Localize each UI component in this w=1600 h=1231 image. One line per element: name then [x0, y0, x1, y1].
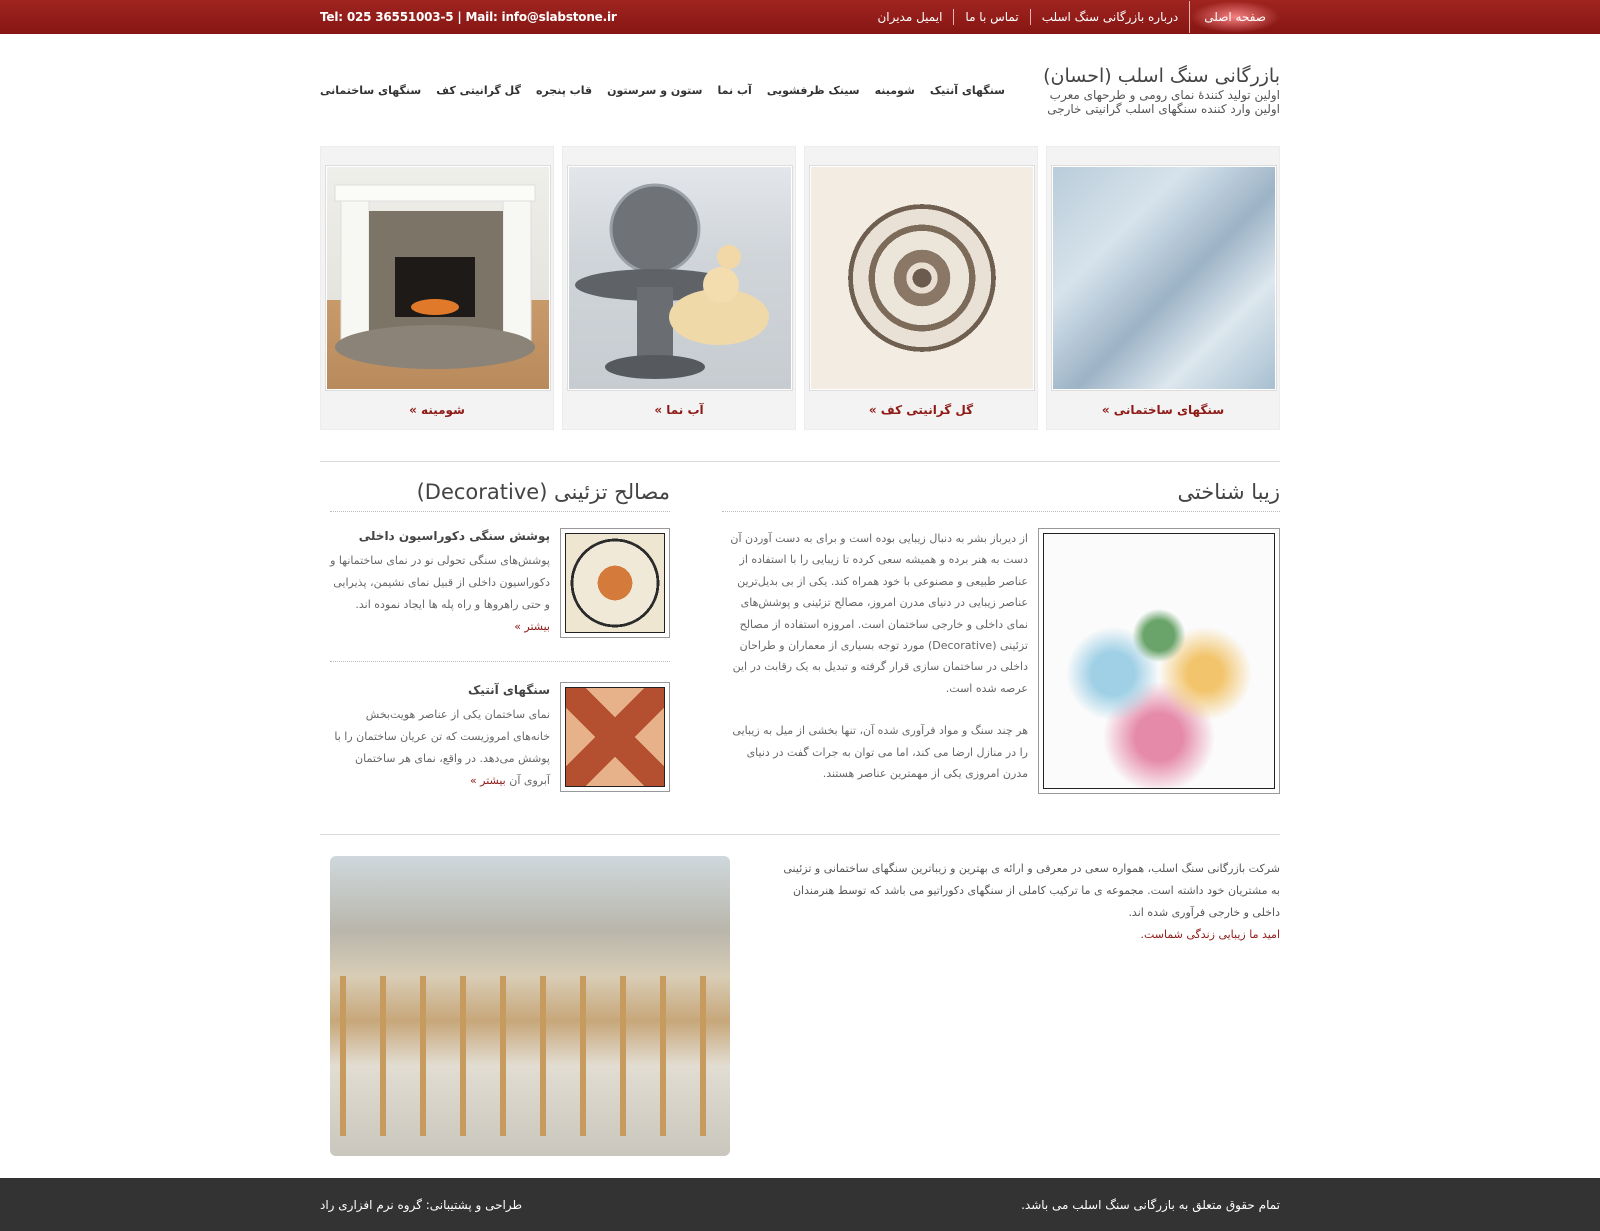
- beauty-text: [722, 528, 1028, 784]
- dotted-divider: [722, 511, 1280, 512]
- card-caption[interactable]: سنگهای ساختمانی »: [1101, 403, 1225, 417]
- card-granite-floor[interactable]: [804, 146, 1038, 430]
- card-caption[interactable]: آب نما »: [654, 403, 704, 417]
- nav-item-fountain[interactable]: آب نما: [717, 84, 752, 97]
- nav-item-antique-stones[interactable]: سنگهای آنتیک: [929, 84, 1005, 97]
- decorative-item-antique: [330, 682, 670, 792]
- designer-credit[interactable]: طراحی و پشتیبانی: گروه نرم افزاری راد: [320, 1198, 523, 1212]
- more-link[interactable]: بیشتر »: [469, 774, 506, 787]
- divider: [320, 834, 1280, 835]
- card-fountain[interactable]: [562, 146, 796, 430]
- card-image-frame: [567, 165, 793, 391]
- hummingbird-image: [1038, 528, 1280, 794]
- card-image-frame: [325, 165, 551, 391]
- top-link-about[interactable]: درباره بازرگانی سنگ اسلب: [1030, 9, 1190, 25]
- decorative-title: مصالح تزئینی (Decorative): [416, 480, 670, 504]
- top-link-home[interactable]: صفحه اصلی: [1189, 1, 1280, 33]
- more-link[interactable]: بیشتر »: [514, 620, 550, 633]
- footer: [0, 1178, 1600, 1231]
- top-link-contact[interactable]: تماس با ما: [953, 9, 1029, 25]
- contact-info: Tel: 025 36551003-5 | Mail: info@slabstone.ir: [320, 10, 617, 24]
- decorative-item-text: نمای ساختمان یکی از عناصر هویت‌بخش خانه‌های امروزیست که تن عریان ساختمان را با پوشش می‌دهد. در واقع، نمای هر ساختمان آبروی آن: [334, 708, 550, 787]
- beauty-paragraph-1: از دیرباز بشر به دنبال زیبایی بوده است و برای به دست آوردن آن دست به هنر برده و همیشه سعی کرده تا زیبایی را با استفاده از عناصر طبیعی و مصنوعی با خود همراه کند. یکی از بی بدیل‌ترین عناصر زیبایی در دنیای مدرن امروز، مصالح تزئینی و پوشش‌های نمای داخلی و خارجی ساختمان است. امروزه استفاده از مصالح تزئینی (Decorative) مورد توجه بسیاری از معماران و طراحان داخلی در ساختمان سازی قرار گرفته و تبدیل به یک رقابت در این عرصه شده است.: [730, 532, 1028, 695]
- warehouse-photo: [330, 856, 730, 1156]
- top-links: [866, 0, 1280, 34]
- site-title[interactable]: بازرگانی سنگ اسلب (احسان): [1043, 65, 1280, 87]
- about-slogan: امید ما زیبایی زندگی شماست.: [1140, 928, 1280, 941]
- top-bar: [0, 0, 1600, 34]
- nav-item-window-frame[interactable]: قاب پنجره: [535, 84, 593, 97]
- divider: [320, 461, 1280, 462]
- copyright-text: تمام حقوق متعلق به بازرگانی سنگ اسلب می باشد.: [1021, 1198, 1280, 1212]
- fireplace-image[interactable]: [327, 167, 549, 389]
- decorative-item-heading[interactable]: پوشش سنگی دکوراسیون داخلی: [358, 529, 550, 543]
- dotted-divider: [330, 661, 670, 662]
- main-nav: [320, 84, 1005, 104]
- about-paragraph: شرکت بازرگانی سنگ اسلب، همواره سعی در معرفی و ارائه ی بهترین و زیباترین سنگهای ساختمانی و تزئینی به مشتریان خود داشته است. مجموعه ی ما ترکیب کاملی از سنگهای دکوراتیو می باشد که توسط هنرمندان داخلی و خارجی فرآوری شده اند.: [783, 862, 1280, 919]
- nav-item-columns[interactable]: ستون و سرستون: [607, 84, 703, 97]
- site-tagline-2: اولین وارد کننده سنگهای اسلب گرانیتی خارجی: [1047, 102, 1280, 116]
- antique-tile-thumbnail[interactable]: [560, 682, 670, 792]
- nav-item-building-stones[interactable]: سنگهای ساختمانی: [320, 84, 422, 97]
- card-image-frame: [1051, 165, 1277, 391]
- site-tagline-1: اولین تولید کنندۀ نمای رومی و طرحهای معرب: [1049, 88, 1280, 102]
- dotted-divider: [330, 511, 670, 512]
- marble-image[interactable]: [1053, 167, 1275, 389]
- fountain-image[interactable]: [569, 167, 791, 389]
- about-text: [780, 858, 1280, 946]
- card-image-frame: [809, 165, 1035, 391]
- card-fireplace[interactable]: [320, 146, 554, 430]
- beauty-paragraph-2: هر چند سنگ و مواد فرآوری شده آن، تنها بخشی از میل به زیبایی را در منازل ارضا می کند، اما می توان به جرات گفت در دنیای مدرن امروزی یکی از مهمترین عناصر هستند.: [732, 724, 1028, 781]
- interior-dragon-thumbnail[interactable]: [560, 528, 670, 638]
- fountain-drawing: [569, 167, 791, 389]
- top-link-managers-email[interactable]: ایمیل مدیران: [877, 10, 943, 24]
- nav-item-fireplace[interactable]: شومینه: [874, 84, 915, 97]
- nav-item-sink[interactable]: سینک ظرفشویی: [766, 84, 860, 97]
- brand-block: [1043, 64, 1280, 116]
- featured-cards: [320, 146, 1280, 430]
- decorative-item-text: پوشش‌های سنگی تحولی نو در نمای ساختمانها و دکوراسیون داخلی از قبیل نمای نشیمن، پذیرایی و حتی راهروها و راه پله ها ایجاد نموده اند.: [330, 554, 550, 611]
- fireplace-drawing: [327, 167, 549, 389]
- card-building-stones[interactable]: [1046, 146, 1280, 430]
- beauty-title: زیبا شناختی: [1177, 480, 1280, 504]
- card-caption[interactable]: گل گرانیتی کف »: [868, 403, 974, 417]
- nav-item-granite-floor[interactable]: گل گرانیتی کف: [436, 84, 521, 97]
- decorative-item-heading[interactable]: سنگهای آنتیک: [468, 683, 550, 697]
- rosette-image[interactable]: [811, 167, 1033, 389]
- decorative-item-interior: [330, 528, 670, 638]
- card-caption[interactable]: شومینه »: [409, 403, 465, 417]
